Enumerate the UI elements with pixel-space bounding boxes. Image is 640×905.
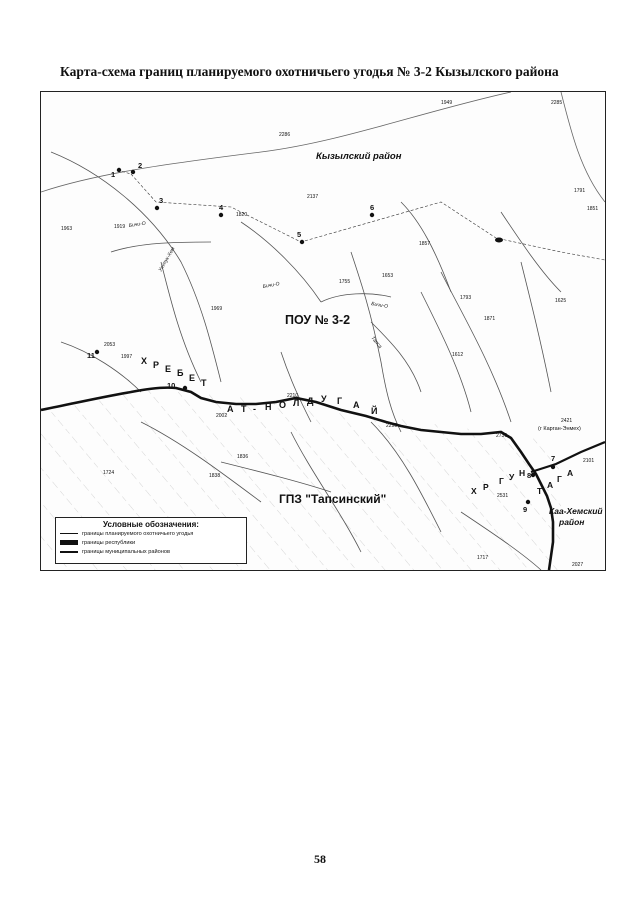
region-label-hunting-area: ПОУ № 3-2	[285, 313, 351, 327]
map-frame	[40, 91, 606, 571]
elevation-label: 1851	[587, 206, 599, 212]
river-label: Бичи-О	[128, 220, 147, 229]
point-11	[95, 350, 99, 354]
ridge-letter: А	[547, 480, 554, 490]
elevation-label: 1857	[419, 241, 431, 247]
ridge-letter: Д	[307, 396, 315, 406]
legend-item-municipal-boundary	[56, 547, 246, 556]
ridge-letter: У	[509, 472, 515, 482]
ridge-letter: Г	[499, 476, 504, 486]
legend-item-republic-boundary	[56, 538, 246, 547]
elevation-label: 2002	[216, 413, 228, 419]
ridge-letter: А	[567, 468, 574, 478]
ridge-letter: Г	[337, 396, 344, 406]
elevation-label: 1871	[484, 316, 496, 322]
ridge-letter: А	[353, 400, 361, 410]
ridge-letter: Б	[177, 368, 185, 378]
elevation-label: 1755	[339, 279, 351, 285]
elevation-label: 1625	[555, 298, 567, 304]
ridge-letter: Е	[165, 364, 173, 374]
ridge-letter: Н	[519, 468, 526, 478]
page-number: 58	[314, 852, 326, 866]
river-label: Бичи-О	[370, 301, 389, 310]
ridge-letter: Л	[293, 398, 301, 408]
point-8	[531, 473, 535, 477]
point-3	[155, 206, 159, 210]
elevation-label: 1791	[574, 188, 586, 194]
elevation-label: 1963	[61, 226, 73, 232]
ridge-letter: О	[279, 400, 288, 410]
elevation-label: 1919	[114, 224, 126, 230]
elevation-label: 2286	[279, 132, 291, 138]
point-label-5: 5	[297, 230, 302, 239]
elevation-label: 2101	[583, 458, 595, 464]
region-label-kyzyl: Кызылский район	[316, 151, 402, 162]
elevation-label: 1969	[211, 306, 223, 312]
map-legend	[55, 517, 247, 564]
point-label-2: 2	[138, 161, 143, 170]
elevation-label: 1838	[209, 473, 221, 479]
elevation-label: 1793	[460, 295, 472, 301]
elevation-label: 2736	[496, 433, 508, 439]
point-9	[526, 500, 530, 504]
point-1	[117, 168, 121, 172]
river-label: Уттук-Хем	[157, 246, 177, 273]
point-label-7: 7	[551, 454, 556, 463]
legend-symbol-block	[60, 540, 78, 545]
elevation-label: 2531	[497, 493, 509, 499]
point-label-1: 1	[111, 170, 116, 179]
legend-item-label: границы республики	[82, 539, 136, 546]
elevation-label: 2421	[561, 418, 573, 424]
point-label-3: 3	[159, 196, 164, 205]
elevation-label: 1949	[441, 100, 453, 106]
ridge-letter: Г	[557, 474, 562, 484]
point-label-6: 6	[370, 203, 375, 212]
ridge-letter: У	[321, 394, 328, 404]
point-5	[300, 240, 304, 244]
settlement-label: (г Карган-Энмех)	[538, 426, 581, 432]
legend-item-label: границы планируемого охотничьего угодья	[82, 530, 194, 537]
ridge-letter: Т	[537, 486, 543, 496]
elevation-label: 1836	[237, 454, 249, 460]
elevation-label: 1653	[382, 273, 394, 279]
point-label-8: 8	[527, 471, 532, 480]
elevation-label: 2285	[551, 100, 563, 106]
ridge-letter: Е	[189, 373, 197, 383]
ridge-letter: Р	[153, 360, 161, 370]
ridge-letter: А	[227, 404, 235, 414]
region-label-kaa-khem-2: район	[559, 517, 585, 527]
ridge-letter: -	[253, 404, 257, 414]
hunting-area-boundary	[117, 170, 605, 260]
ridge-letter: Т	[241, 404, 248, 414]
legend-symbol-thick-line	[60, 551, 78, 553]
legend-item-hunting-boundary	[56, 529, 246, 538]
map-canvas	[41, 92, 605, 570]
page-title: Карта-схема границ планируемого охотничьего угодья № 3-2 Кызылского района	[60, 64, 559, 79]
point-7	[551, 465, 555, 469]
elevation-label: 1612	[452, 352, 464, 358]
legend-item-label: границы муниципальных районов	[82, 548, 170, 555]
point-label-9: 9	[523, 505, 528, 514]
ridge-letter: Р	[483, 482, 489, 492]
elevation-label: 1820	[236, 212, 248, 218]
legend-symbol-thin-line	[60, 533, 78, 534]
point-label-11: 11	[87, 351, 95, 360]
ridge-letter: Х	[471, 486, 477, 496]
ridge-letter: Х	[141, 356, 149, 366]
point-6	[370, 213, 374, 217]
legend-title: Условные обозначения:	[103, 520, 199, 529]
point-label-4: 4	[219, 203, 224, 212]
point-4	[219, 213, 223, 217]
ridge-letter: Й	[371, 406, 379, 416]
point-2	[131, 170, 135, 174]
elevation-label: 2137	[307, 194, 319, 200]
ridge-letter: Т	[201, 378, 208, 388]
elevation-label: 2298	[386, 423, 398, 429]
elevation-label: 1997	[121, 354, 133, 360]
river-label: Бичи-О	[262, 281, 281, 290]
elevation-label: 1724	[103, 470, 115, 476]
region-label-reserve: ГПЗ "Тапсинский"	[279, 492, 387, 506]
elevation-label: 2053	[104, 342, 116, 348]
river-label: Тапса	[369, 335, 383, 350]
point-label-10: 10	[167, 381, 176, 390]
ridge-letter: Н	[265, 402, 273, 412]
point-10	[183, 386, 187, 390]
elevation-label: 1717	[477, 555, 489, 561]
region-label-kaa-khem-1: Каа-Хемский	[549, 506, 603, 516]
elevation-label: 2027	[572, 562, 584, 568]
lake-marker	[495, 238, 503, 243]
elevation-label: 2210	[287, 393, 299, 399]
municipal-boundary-east	[561, 92, 605, 202]
